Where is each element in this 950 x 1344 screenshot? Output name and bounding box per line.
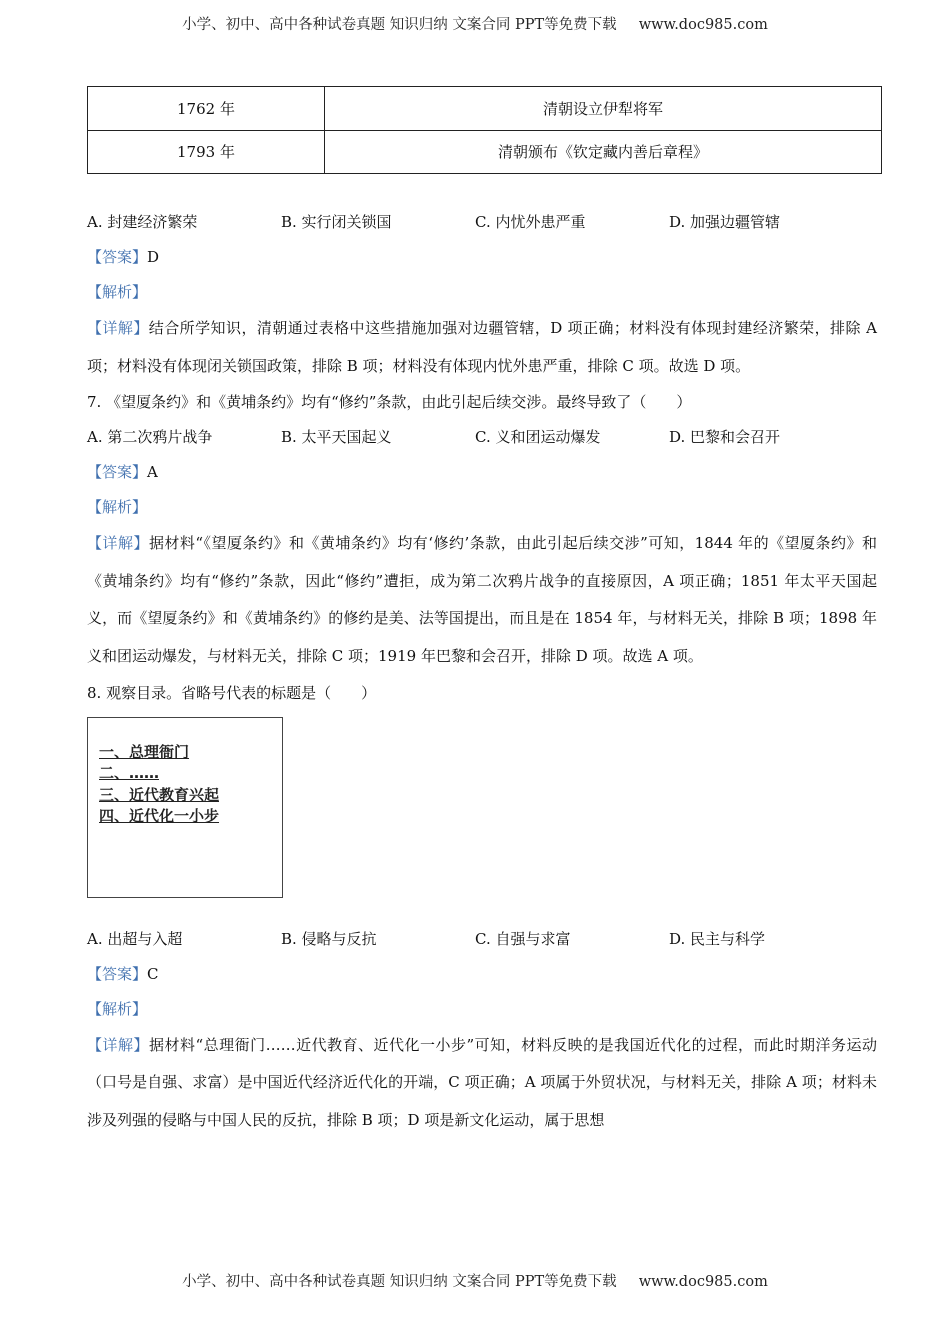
- table-cell-year: 1762 年: [88, 87, 325, 131]
- q8-detail: [87, 1027, 877, 1140]
- q8-option-c: C. 自强与求富: [475, 929, 571, 948]
- table-cell-year: 1793 年: [88, 130, 325, 174]
- q6-option-b: B. 实行闭关锁国: [281, 213, 392, 231]
- header-site[interactable]: www.doc985.com: [638, 17, 768, 33]
- toc-list: [99, 742, 219, 828]
- footer-text: 小学、初中、高中各种试卷真题 知识归纳 文案合同 PPT等免费下载: [182, 1274, 617, 1290]
- detail-text: 据材料“《望厦条约》和《黄埔条约》均有‘修约’条款，由此引起后续交涉”可知，1844 年的《望厦条约》和《黄埔条约》均有“修约”条款，因此“修约”遭拒，成为第二次鸦片战争的直接原因，A 项正确；1851 年太平天国起义，而《望厦条约》和《黄埔条约》的修约是美、法等国提出，而且是在 1854 年，与材料无关，排除 B 项；1898 年义和团运动爆发，与材料无关，排除 C 项；1919 年巴黎和会召开，排除 D 项。故选 A 项。: [87, 534, 877, 665]
- q6-detail: [87, 310, 877, 385]
- q8-option-a: A. 出超与入超: [87, 929, 183, 948]
- toc-item: 三、近代教育兴起: [99, 785, 220, 804]
- q6-option-a: A. 封建经济繁荣: [87, 213, 198, 231]
- q6-option-d: D. 加强边疆管辖: [669, 213, 781, 231]
- page-footer: [0, 1270, 950, 1291]
- answer-tag: 【答案】: [87, 463, 148, 482]
- q7-detail: [87, 525, 877, 675]
- answer-value: D: [147, 248, 160, 266]
- q8-options: [87, 922, 877, 957]
- q7-answer: [87, 455, 877, 490]
- answer-value: A: [147, 463, 158, 482]
- footer-site[interactable]: www.doc985.com: [638, 1274, 768, 1290]
- q7-question: 7. 《望厦条约》和《黄埔条约》均有“修约”条款，由此引起后续交涉。最终导致了（ ）: [87, 393, 692, 412]
- q6-option-c: C. 内忧外患严重: [475, 213, 586, 231]
- detail-tag: 【详解】: [87, 1035, 149, 1054]
- q7-option-a: A. 第二次鸦片战争: [87, 428, 213, 447]
- q7-option-b: B. 太平天国起义: [281, 428, 392, 447]
- document-content: [87, 205, 877, 1139]
- toc-image: [87, 717, 283, 898]
- toc-item: 四、近代化一小步: [99, 807, 220, 826]
- q8-analysis: [87, 992, 877, 1027]
- q7-option-d: D. 巴黎和会召开: [669, 428, 781, 447]
- analysis-tag: 【解析】: [87, 999, 148, 1018]
- q6-analysis: [87, 275, 877, 310]
- answer-value: C: [147, 964, 159, 983]
- table-cell-event: 清朝设立伊犁将军: [325, 87, 882, 131]
- q7-analysis: [87, 490, 877, 525]
- detail-tag: 【详解】: [87, 319, 149, 337]
- answer-tag: 【答案】: [87, 248, 148, 266]
- q7-options: [87, 420, 877, 455]
- q8-option-d: D. 民主与科学: [669, 929, 766, 948]
- q7-option-c: C. 义和团运动爆发: [475, 428, 601, 447]
- table-row: [88, 130, 882, 174]
- table-row: [88, 87, 882, 131]
- q6-options: [87, 205, 877, 240]
- header-text: 小学、初中、高中各种试卷真题 知识归纳 文案合同 PPT等免费下载: [182, 17, 617, 33]
- events-table: [87, 86, 882, 174]
- q6-answer: [87, 240, 877, 275]
- table-cell-event: 清朝颁布《钦定藏内善后章程》: [325, 130, 882, 174]
- q8-answer: [87, 957, 877, 992]
- detail-tag: 【详解】: [87, 534, 149, 553]
- q8-question: 8. 观察目录。省略号代表的标题是（ ）: [87, 683, 377, 702]
- answer-tag: 【答案】: [87, 964, 148, 983]
- detail-text: 据材料“总理衙门……近代教育、近代化一小步”可知，材料反映的是我国近代化的过程，而此时期洋务运动（口号是自强、求富）是中国近代经济近代化的开端，C 项正确；A 项属于外贸状况，与材料无关，排除 A 项；材料未涉及列强的侵略与中国人民的反抗，排除 B 项；D 项是新文化运动，属于思想: [87, 1035, 877, 1129]
- detail-text: 结合所学知识，清朝通过表格中这些措施加强对边疆管辖，D 项正确；材料没有体现封建经济繁荣，排除 A 项；材料没有体现闭关锁国政策，排除 B 项；材料没有体现内忧外患严重，排除 C 项。故选 D 项。: [87, 319, 877, 375]
- analysis-tag: 【解析】: [87, 498, 148, 517]
- toc-item: 一、总理衙门: [99, 742, 190, 761]
- toc-item: 二、……: [99, 764, 160, 783]
- page-header: [0, 13, 950, 34]
- analysis-tag: 【解析】: [87, 283, 148, 301]
- q8-option-b: B. 侵略与反抗: [281, 929, 377, 948]
